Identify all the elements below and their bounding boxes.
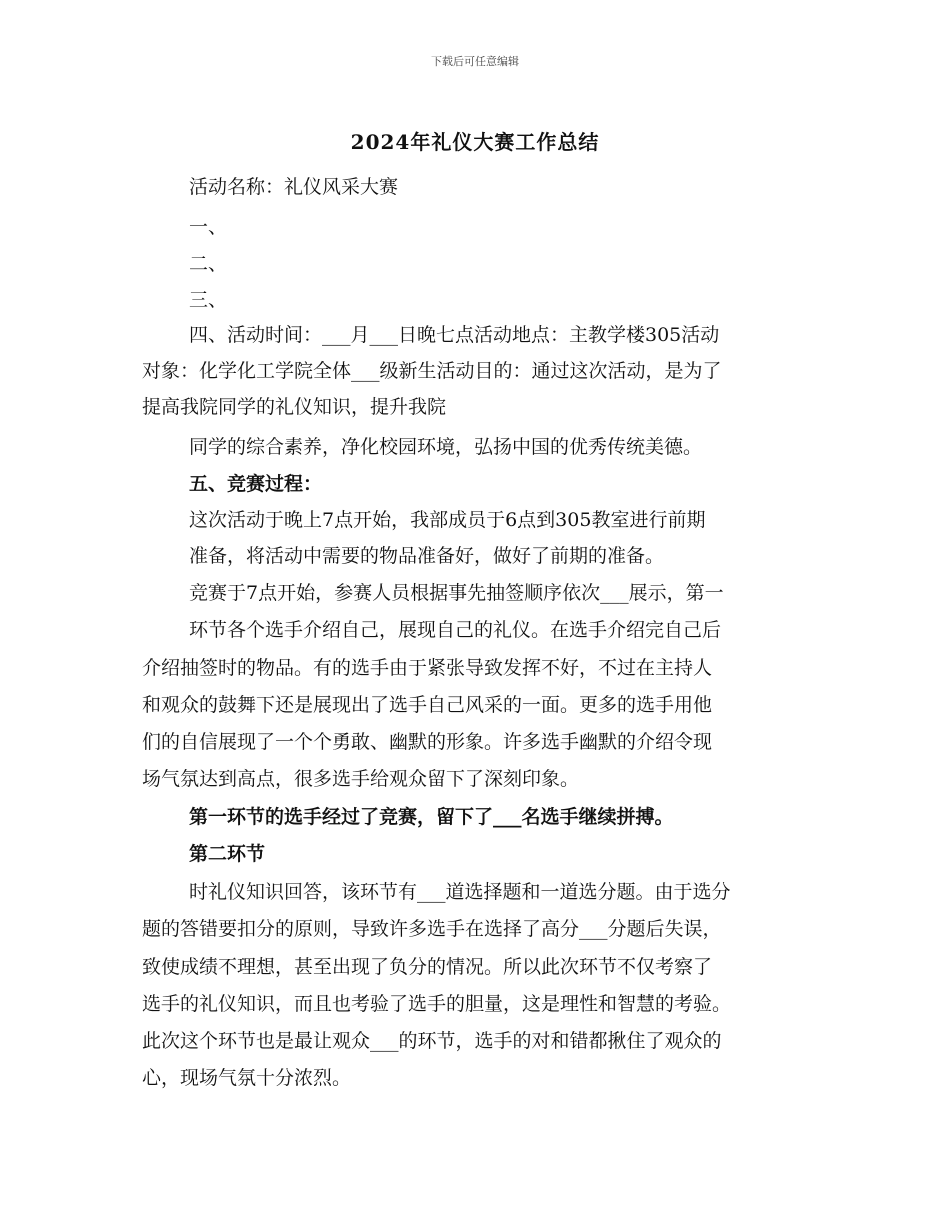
paragraph-line: 对象：化学化工学院全体___级新生活动目的：通过这次活动，是为了 bbox=[142, 360, 722, 382]
paragraph-line: 这次活动于晚上7点开始，我部成员于6点到305教室进行前期 bbox=[189, 509, 706, 531]
paragraph-line: 二、 bbox=[189, 253, 228, 275]
section-heading: 五、竞赛过程： bbox=[189, 473, 323, 495]
paragraph-line: 和观众的鼓舞下还是展现出了选手自己风采的一面。更多的选手用他 bbox=[142, 694, 713, 716]
paragraph-line: 提高我院同学的礼仪知识，提升我院 bbox=[142, 396, 447, 418]
paragraph-line: 一、 bbox=[189, 216, 228, 238]
paragraph-line: 三、 bbox=[189, 289, 228, 311]
paragraph-line: 同学的综合素养，净化校园环境，弘扬中国的优秀传统美德。 bbox=[189, 436, 703, 458]
paragraph-line: 题的答错要扣分的原则，导致许多选手在选择了高分___分题后失误， bbox=[142, 918, 722, 940]
paragraph-line: 四、活动时间：___月___日晚七点活动地点：主教学楼305活动 bbox=[189, 324, 720, 346]
paragraph-line: 介绍抽签时的物品。有的选手由于紧张导致发挥不好，不过在主持人 bbox=[142, 657, 713, 679]
paragraph-line: 活动名称：礼仪风采大赛 bbox=[189, 176, 399, 198]
paragraph-line: 致使成绩不理想，甚至出现了负分的情况。所以此次环节不仅考察了 bbox=[142, 956, 713, 978]
paragraph-line: 们的自信展现了一个个勇敢、幽默的形象。许多选手幽默的介绍令现 bbox=[142, 731, 713, 753]
paragraph-line: 环节各个选手介绍自己，展现自己的礼仪。在选手介绍完自己后 bbox=[189, 619, 722, 641]
paragraph-line: 选手的礼仪知识，而且也考验了选手的胆量，这是理性和智慧的考验。 bbox=[142, 993, 732, 1015]
paragraph-line: 场气氛达到高点，很多选手给观众留下了深刻印象。 bbox=[142, 768, 580, 790]
section-heading: 第二环节 bbox=[189, 843, 266, 865]
document-title: 2024年礼仪大赛工作总结 bbox=[350, 130, 600, 154]
page-header-note: 下载后可任意编辑 bbox=[431, 55, 519, 68]
paragraph-line: 心，现场气氛十分浓烈。 bbox=[142, 1067, 352, 1089]
paragraph-line: 时礼仪知识回答，该环节有___道选择题和一道选分题。由于选分 bbox=[189, 881, 731, 903]
paragraph-line: 准备，将活动中需要的物品准备好，做好了前期的准备。 bbox=[189, 545, 665, 567]
paragraph-line: 此次这个环节也是最让观众___的环节，选手的对和错都揪住了观众的 bbox=[142, 1030, 722, 1052]
paragraph-line: 竞赛于7点开始，参赛人员根据事先抽签顺序依次___展示，第一 bbox=[189, 582, 724, 604]
bold-paragraph: 第一环节的选手经过了竞赛，留下了___名选手继续拼搏。 bbox=[189, 806, 674, 828]
